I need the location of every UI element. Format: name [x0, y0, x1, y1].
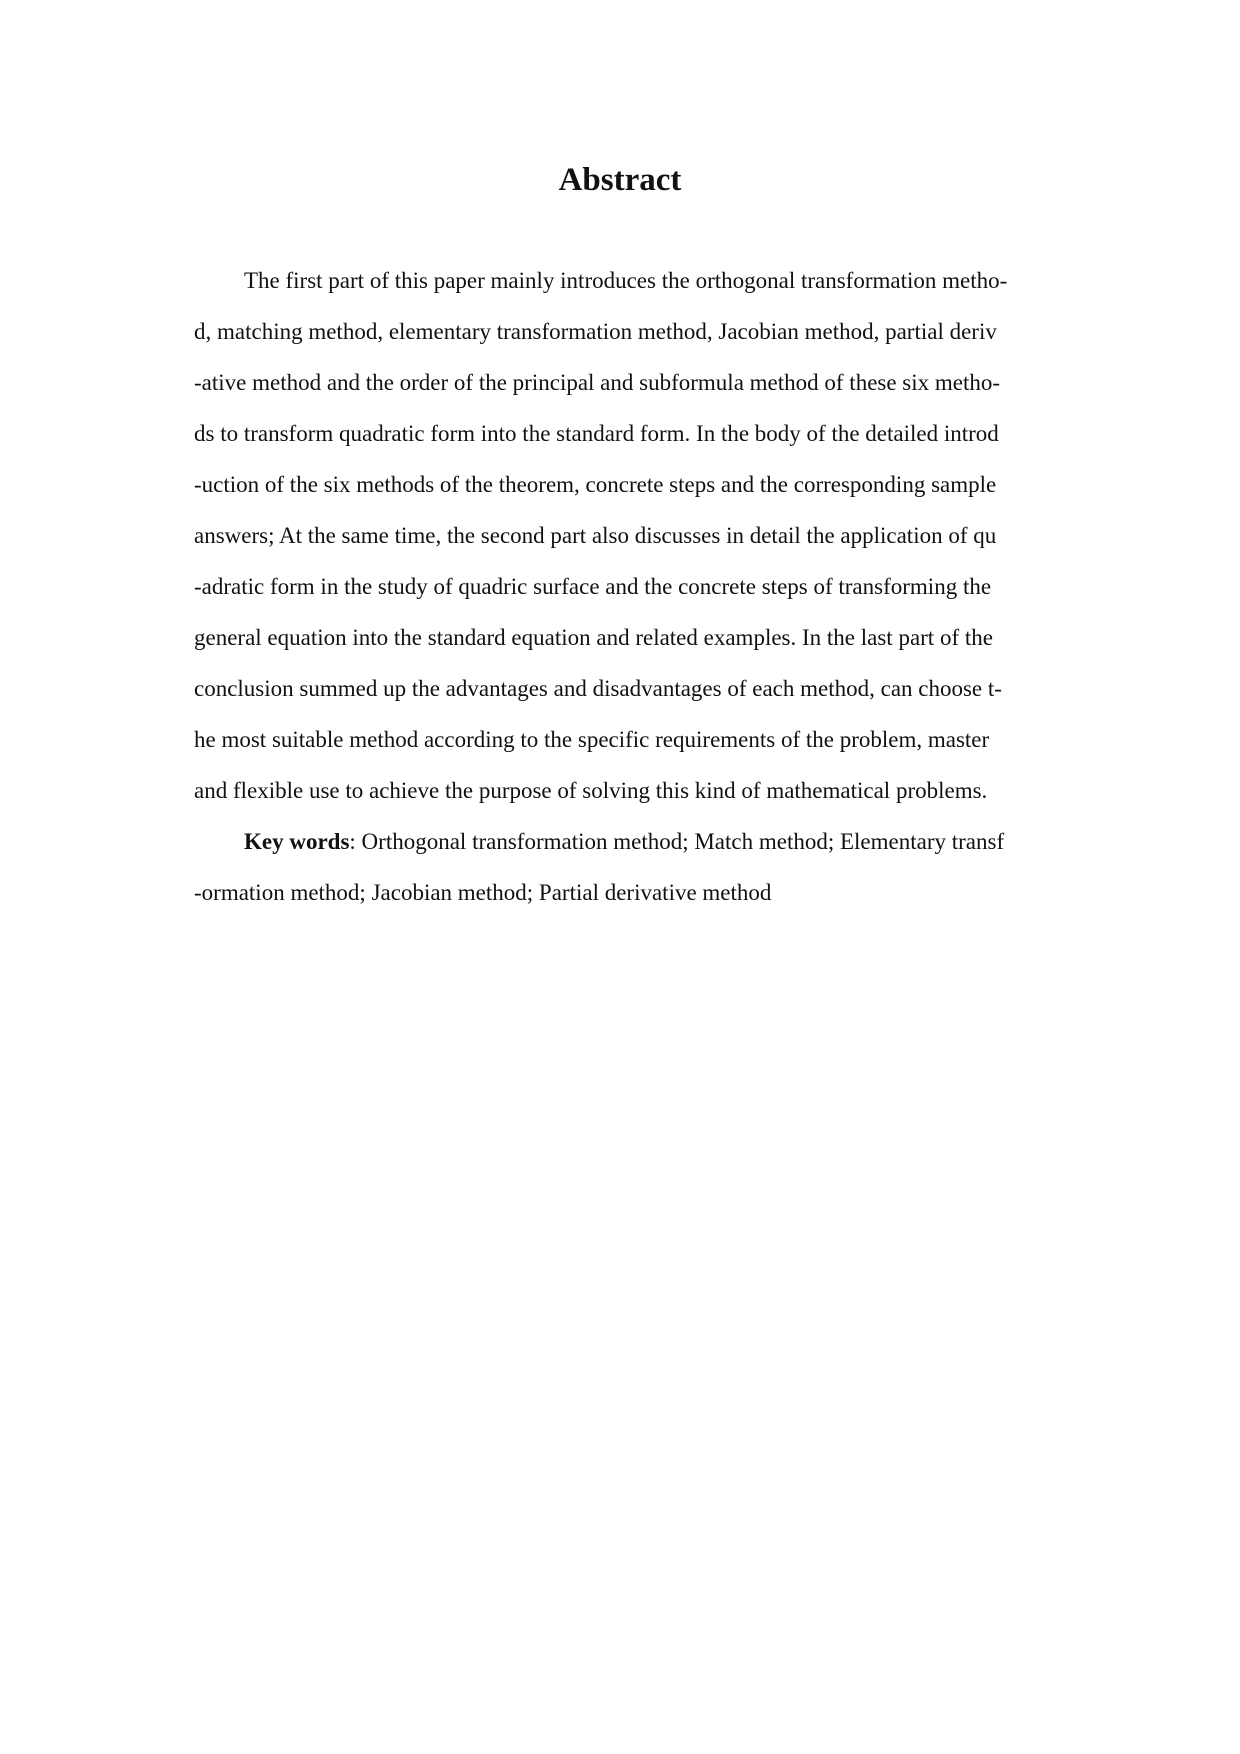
abstract-line: answers; At the same time, the second part also discusses in detail the application of qu [194, 523, 997, 548]
abstract-line: d, matching method, elementary transformation method, Jacobian method, partial deriv [194, 319, 997, 344]
abstract-line: ds to transform quadratic form into the standard form. In the body of the detailed introd [194, 421, 999, 446]
abstract-line: general equation into the standard equation and related examples. In the last part of the [194, 625, 993, 650]
abstract-title: Abstract [558, 162, 682, 198]
keywords-text: : Orthogonal transformation method; Match method; Elementary transf [349, 829, 1005, 854]
keywords-line [194, 816, 1074, 867]
abstract-body [194, 255, 1074, 918]
abstract-line: and flexible use to achieve the purpose of solving this kind of mathematical problems. [194, 778, 988, 803]
keywords-line-continued: -ormation method; Jacobian method; Partial derivative method [194, 880, 772, 905]
abstract-line: -adratic form in the study of quadric surface and the concrete steps of transforming the [194, 574, 992, 599]
abstract-line: conclusion summed up the advantages and disadvantages of each method, can choose t- [194, 676, 1002, 701]
abstract-line: -uction of the six methods of the theorem, concrete steps and the corresponding sample [194, 472, 997, 497]
abstract-line: The first part of this paper mainly introduces the orthogonal transformation metho- [244, 268, 1008, 293]
abstract-line: -ative method and the order of the principal and subformula method of these six metho- [194, 370, 1001, 395]
keywords-label: Key words [244, 829, 350, 854]
abstract-line: he most suitable method according to the specific requirements of the problem, master [194, 727, 990, 752]
